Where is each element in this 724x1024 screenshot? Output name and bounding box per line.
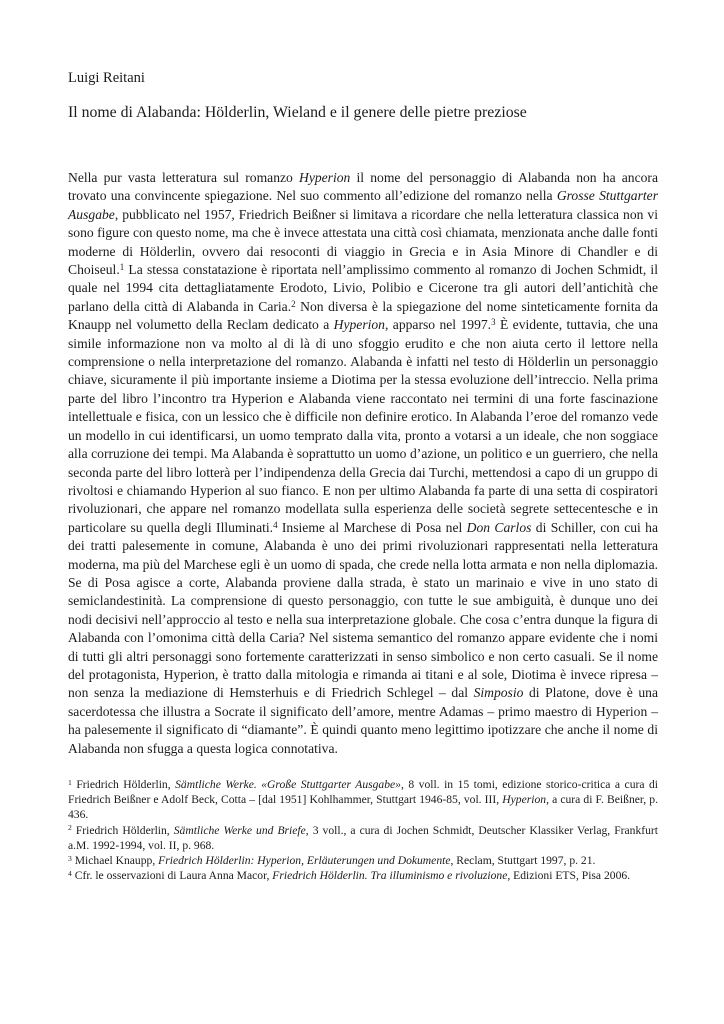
text-run: , Edizioni ETS, Pisa 2006.	[507, 869, 631, 883]
text-run: , a cura di F. Beißner, p. 436.	[68, 793, 658, 822]
text-run: , 3 voll., a cura di Jochen Schmidt, Deutscher Klassiker Verlag, Frankfurt a.M. 1992-1994, vol. II, p. 968.	[68, 823, 658, 852]
footnote-ref: 4	[273, 519, 278, 530]
text-run: di Platone, dove è una sacerdotessa che illustra a Socrate il significato dell’amore, mentre Adamas – primo maestro di Hyperion – ha palesemente il significato di “diamante”. È quindi quanto meno legittimo ipotizzare che anche il nome di Alabanda non sfugga a questa logica connotativa.	[68, 685, 658, 756]
body-paragraph	[68, 169, 658, 758]
italic-text: Friedrich Hölderlin: Hyperion, Erläuterungen und Dokumente	[158, 854, 451, 868]
page-title: Il nome di Alabanda: Hölderlin, Wieland e il genere delle pietre preziose	[68, 104, 527, 121]
footnote-ref: 1	[119, 262, 125, 272]
text-run: Michael Knaupp,	[71, 854, 159, 868]
italic-text: Grosse Stuttgarter Ausgabe	[68, 188, 658, 222]
text-run: Nella pur vasta letteratura sul romanzo	[68, 170, 299, 185]
italic-text: Friedrich Hölderlin. Tra illuminismo e rivoluzione	[272, 869, 508, 883]
text-run: Cfr. le osservazioni di Laura Anna Macor,	[71, 869, 273, 883]
footnote	[68, 823, 658, 853]
italic-text: Sämtliche Werke. «Große Stuttgarter Ausgabe»	[175, 778, 401, 791]
italic-text: Hyperion	[333, 317, 385, 333]
footnotes-section	[68, 777, 658, 883]
footnote	[68, 777, 658, 823]
text-run: , Reclam, Stuttgart 1997, p. 21.	[450, 854, 596, 868]
footnote	[68, 868, 658, 883]
author-name: Luigi Reitani	[68, 70, 145, 86]
text-run: Friedrich Hölderlin,	[71, 823, 174, 837]
footnote-ref: 2	[291, 298, 296, 309]
footnote-ref: 3	[491, 317, 496, 328]
footnote-ref: 2	[68, 823, 72, 833]
footnote-ref: 1	[68, 777, 72, 787]
footnote	[68, 853, 658, 868]
text-run: È evidente, tuttavia, che una simile informazione non va molto al di là di uno sfoggio erudito e che non aiuta certo il lettore nella comprensione o nella interpretazione del romanzo. Alabanda è infatti nel testo di Hölderlin un personaggio chiave, sicuramente il più importante insieme a Diotima per la stessa evoluzione dell’intreccio. Nella prima parte del libro l’incontro tra Hyperion e Alabanda viene raccontato nei termini di una forte fascinazione intellettuale e fisica, con un lessico che è difficile non definire erotico. In Alabanda l’eroe del romanzo vede un modello in cui identificarsi, un uomo temprato dalla vita, pronto a votarsi a un ideale, che non soggiace alla corruzione dei tempi. Ma Alabanda è soprattutto un uomo d’azione, un politico e un guerriero, che nella seconda parte del libro lotterà per l’indipendenza della Grecia dai Turchi, mettendosi a capo di un gruppo di rivoltosi e chiamando Hyperion al suo fianco. E non per ultimo Alabanda fa parte di una setta di cospiratori rivoluzionari, che appare nel romanzo modellata sulla esperienza delle società segrete settecentesche e in particolare su quella degli Illuminati.	[68, 317, 659, 535]
text-run: , pubblicato nel 1957, Friedrich Beißner si limitava a ricordare che nella letteratura classica non vi sono figure con questo nome, ma che è invece attestata una città così chiamata, menzionata anche dalle fonti moderne di Hölderlin, ovvero dai resoconti di viaggio in Grecia e in Asia Minore di Chandler e di Choiseul.	[68, 206, 658, 278]
text-run: Friedrich Hölderlin,	[71, 778, 176, 791]
footnote-ref: 3	[68, 853, 72, 863]
italic-text: Sämtliche Werke und Briefe	[173, 823, 306, 837]
italic-text: Don Carlos	[466, 519, 532, 535]
text-run: , apparso nel 1997.	[384, 317, 492, 333]
italic-text: Hyperion	[502, 793, 547, 807]
text-run: La stessa constatazione è riportata nell’amplissimo commento al romanzo di Jochen Schmidt, il quale nel 1994 cita dettagliatamente Erodoto, Livio, Polibio e Cicerone tra gli autori dell’antichità che parlano della città di Alabanda in Caria.	[68, 262, 658, 314]
italic-text: Hyperion	[299, 170, 351, 185]
text-run: il nome del personaggio di Alabanda non ha ancora trovato una convincente spiegazione. Nel suo commento all’edizione del romanzo nella	[68, 170, 658, 204]
text-run: Insieme al Marchese di Posa nel	[277, 519, 467, 535]
text-run: di Schiller, con cui ha dei tratti palesemente in comune, Alabanda è uno dei primi rivoluzionari rappresentati nella letteratura moderna, ma più del Marchese egli è un uomo di spada, che crede nella lotta armata e non nella diplomazia. Se di Posa agisce a corte, Alabanda proviene dalla strada, è stato un marinaio e vive in uno stato di semiclandestinità. La comprensione di questo personaggio, con tutte le sue ambiguità, è dunque uno dei nodi decisivi nell’approccio al testo e nella sua interpretazione globale. Che cosa c’entra dunque la figura di Alabanda con l’omonima città della Caria? Nel sistema semantico del romanzo appare evidente che i nomi di tutti gli altri personaggi sono fortemente caratterizzati in senso simbolico e non certo casuali. Se il nome del protagonista, Hyperion, è tratto dalla mitologia e rimanda ai titani e al sole, Diotima è invece ripresa – non senza la mediazione di Hemsterhuis e di Friedrich Schlegel – dal	[68, 519, 659, 701]
italic-text: Simposio	[473, 685, 524, 701]
footnote-ref: 4	[68, 868, 72, 878]
text-run: Non diversa è la spiegazione del nome sinteticamente fornita da Knaupp nel volumetto della Reclam dedicato a	[68, 298, 658, 333]
text-run: , 8 voll. in 15 tomi, edizione storico-critica a cura di Friedrich Beißner e Adolf Beck, Cotta – [dal 1951] Kohlhammer, Stuttgart 1946-85, vol. III,	[68, 778, 658, 807]
